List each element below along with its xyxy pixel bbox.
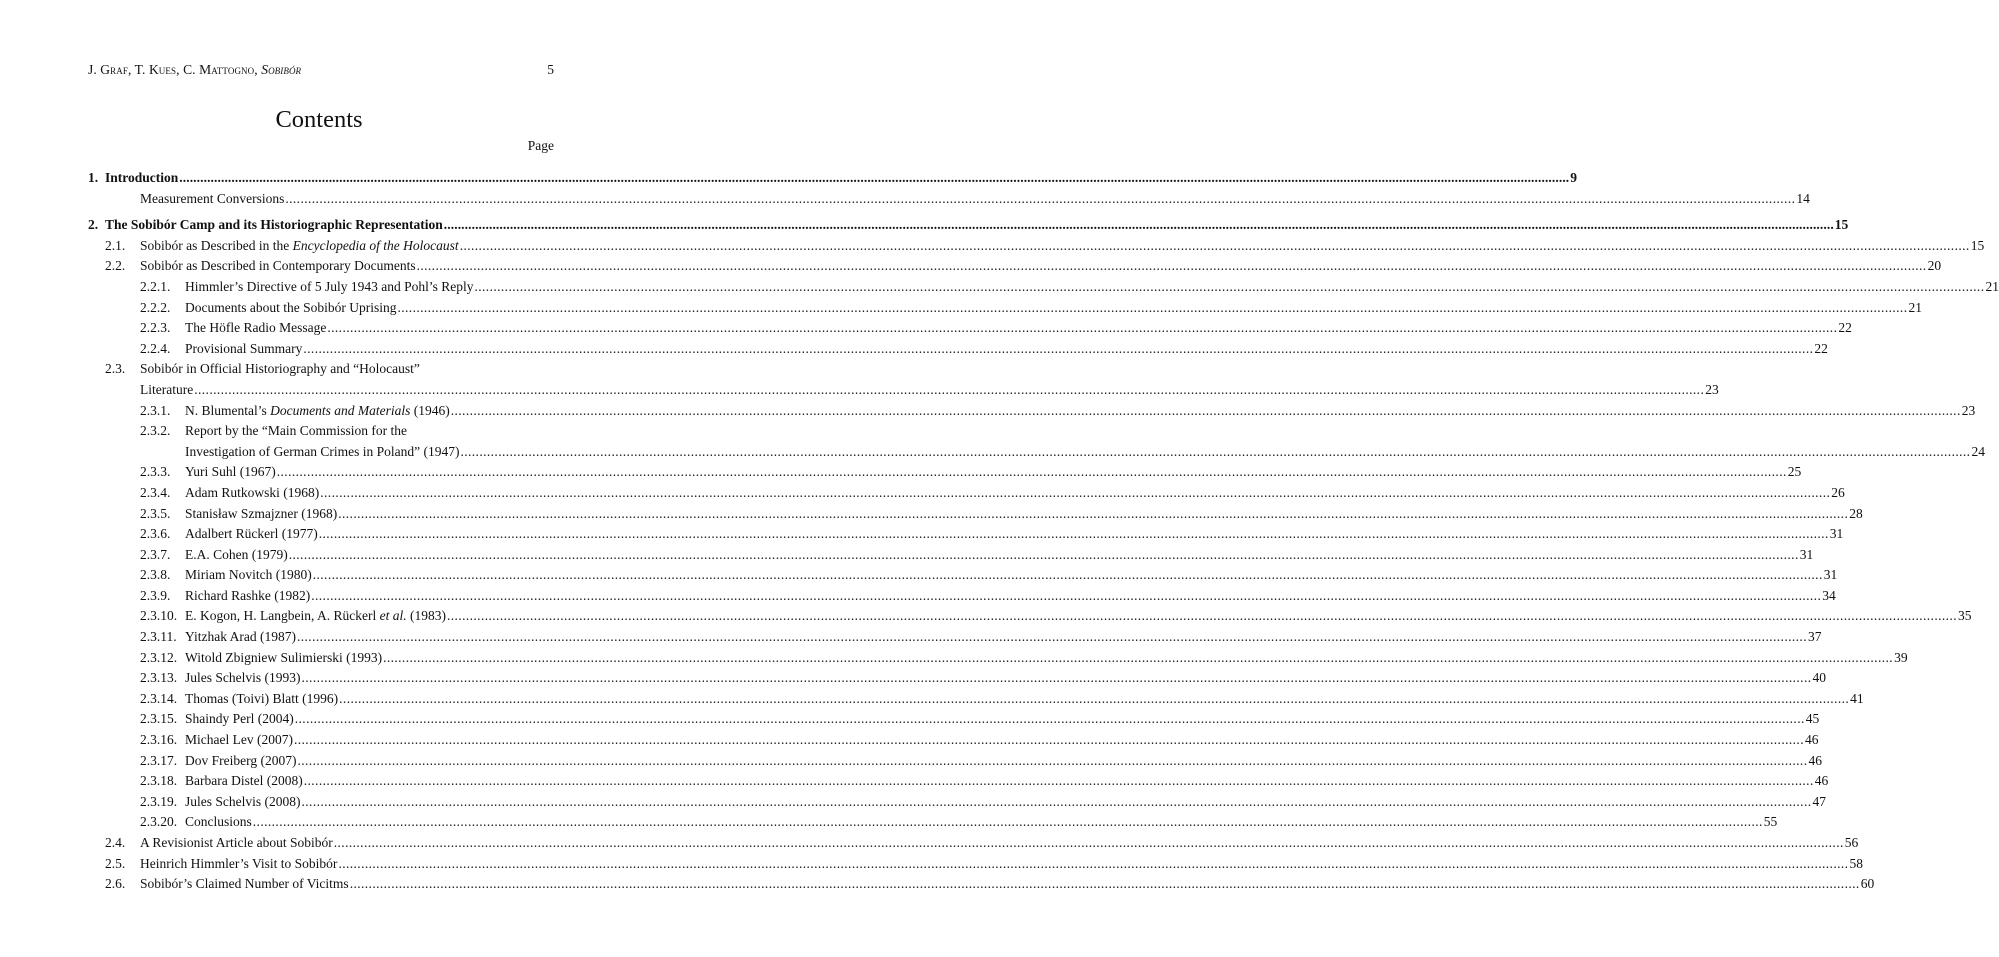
toc-entry-page: 31 — [1799, 546, 1814, 562]
toc-entry-title: The Höfle Radio Message — [185, 320, 327, 336]
toc-entry-title: Michael Lev (2007) — [185, 732, 293, 748]
toc-entry — [88, 833, 1859, 854]
toc-entry — [88, 730, 1819, 751]
toc-dot-leader: ................................................................................................................................................................................................................................................................................................................................................................................................................ — [320, 484, 1831, 500]
toc-dot-leader: ................................................................................................................................................................................................................................................................................................................................................................................................................ — [450, 402, 1961, 418]
toc-entry-title: Sobibór’s Claimed Number of Vicitms — [140, 876, 349, 892]
toc-dot-leader: ................................................................................................................................................................................................................................................................................................................................................................................................................ — [339, 690, 1850, 706]
toc-dot-leader: ................................................................................................................................................................................................................................................................................................................................................................................................................ — [333, 835, 1844, 850]
toc-entry-number: 2.3.20. — [140, 814, 178, 830]
toc-entry-page: 9 — [1570, 170, 1578, 185]
toc-entry-page: 46 — [1808, 752, 1822, 768]
toc-entry-title-continued: Literature — [140, 381, 194, 397]
toc-entry — [88, 812, 1778, 833]
toc-entry-title: Himmler’s Directive of 5 July 1943 and Pohl’s Reply — [185, 278, 474, 294]
toc-entry-title: Jules Schelvis (1993) — [185, 670, 301, 686]
toc-entry-title: Barbara Distel (2008) — [185, 773, 303, 789]
toc-dot-leader: ................................................................................................................................................................................................................................................................................................................................................................................................................ — [318, 526, 1829, 542]
toc-entry — [88, 298, 1922, 319]
toc-entry-title: Yitzhak Arad (1987) — [185, 629, 296, 645]
toc-dot-leader: ................................................................................................................................................................................................................................................................................................................................................................................................................ — [327, 320, 1838, 336]
toc-dot-leader: ................................................................................................................................................................................................................................................................................................................................................................................................................ — [285, 190, 1796, 206]
toc-entry-page: 37 — [1807, 629, 1822, 645]
toc-entry — [88, 168, 1578, 189]
toc-entry-title: E. Kogon, H. Langbein, A. Rückerl et al. (1983) — [185, 608, 446, 624]
toc-entry-page: 21 — [1985, 278, 1999, 294]
toc-dot-leader: ................................................................................................................................................................................................................................................................................................................................................................................................................ — [312, 567, 1823, 583]
toc-entry — [88, 504, 1863, 525]
toc-entry-number: 2.3.6. — [140, 526, 171, 542]
toc-entry — [88, 277, 1999, 298]
toc-entry-page: 22 — [1838, 320, 1852, 336]
toc-entry-page: 20 — [1927, 258, 1942, 274]
toc-entry-page: 56 — [1844, 835, 1859, 850]
toc-dot-leader: ................................................................................................................................................................................................................................................................................................................................................................................................................ — [293, 732, 1804, 748]
toc-entry — [88, 792, 1826, 813]
toc-entry-page: 24 — [1971, 443, 1985, 459]
toc-entry-title: Provisional Summary — [185, 340, 303, 356]
toc-entry-number: 2.2.3. — [140, 320, 171, 336]
toc-entry-number: 2. — [88, 217, 99, 233]
toc-entry-page: 31 — [1823, 567, 1838, 583]
toc-dot-leader: ................................................................................................................................................................................................................................................................................................................................................................................................................ — [194, 381, 1705, 397]
toc-entry-number: 1. — [88, 170, 99, 185]
toc-dot-leader: ................................................................................................................................................................................................................................................................................................................................................................................................................ — [416, 258, 1927, 274]
toc-entry-title: Yuri Suhl (1967) — [185, 464, 276, 480]
toc-entry-title: Witold Zbigniew Sulimierski (1993) — [185, 649, 383, 665]
toc-entry-title: Dov Freiberg (2007) — [185, 752, 297, 768]
toc-entry-title: Documents about the Sobibór Uprising — [185, 299, 397, 315]
toc-entry-title: Thomas (Toivi) Blatt (1996) — [185, 690, 339, 706]
toc-dot-leader: ................................................................................................................................................................................................................................................................................................................................................................................................................ — [303, 340, 1814, 356]
toc-entry-page: 60 — [1860, 876, 1875, 892]
header-page-number: 5 — [547, 62, 554, 77]
toc-entry-number: 2.3.12. — [140, 649, 178, 665]
toc-entry-page: 23 — [1961, 402, 1976, 418]
toc-dot-leader: ................................................................................................................................................................................................................................................................................................................................................................................................................ — [446, 608, 1957, 624]
toc-entry — [88, 545, 1814, 566]
toc-entry-page: 34 — [1822, 587, 1836, 603]
toc-entry-page: 45 — [1805, 711, 1820, 727]
toc-dot-leader: ................................................................................................................................................................................................................................................................................................................................................................................................................ — [301, 670, 1812, 686]
toc-dot-leader: ................................................................................................................................................................................................................................................................................................................................................................................................................ — [294, 711, 1805, 727]
toc-entry — [88, 215, 1849, 236]
toc-dot-leader: ................................................................................................................................................................................................................................................................................................................................................................................................................ — [383, 649, 1894, 665]
toc-dot-leader: ................................................................................................................................................................................................................................................................................................................................................................................................................ — [301, 793, 1812, 809]
toc-entry — [88, 524, 1844, 545]
toc-entry — [88, 462, 1802, 483]
toc-entry-title: Miriam Novitch (1980) — [185, 567, 312, 583]
toc-entry — [88, 606, 1972, 627]
toc-entry-page: 46 — [1814, 773, 1829, 789]
toc-entry — [88, 565, 1838, 586]
toc-dot-leader: ................................................................................................................................................................................................................................................................................................................................................................................................................ — [311, 587, 1822, 603]
toc-dot-leader: ................................................................................................................................................................................................................................................................................................................................................................................................................ — [296, 629, 1807, 645]
header-book-title: Sobibór — [261, 62, 302, 77]
toc-entry — [88, 668, 1826, 689]
page-column-label: Page — [527, 138, 554, 153]
toc-entry — [88, 318, 1852, 339]
toc-entry-number: 2.3.3. — [140, 464, 171, 480]
table-of-contents — [88, 168, 1999, 895]
toc-entry-page: 21 — [1908, 299, 1922, 315]
toc-entry-page: 28 — [1849, 505, 1863, 521]
toc-dot-leader: ................................................................................................................................................................................................................................................................................................................................................................................................................ — [349, 876, 1860, 892]
toc-entry-title: Heinrich Himmler’s Visit to Sobibór — [140, 855, 338, 871]
toc-entry-number: 2.3.13. — [140, 670, 178, 686]
toc-entry-title: Adalbert Rückerl (1977) — [185, 526, 318, 542]
toc-entry — [88, 586, 1836, 607]
toc-entry-page: 39 — [1894, 649, 1908, 665]
toc-entry — [88, 751, 1822, 772]
toc-entry-number: 2.3.4. — [140, 484, 171, 500]
toc-entry-title: N. Blumental’s Documents and Materials (1946) — [185, 402, 450, 418]
toc-entry — [88, 483, 1845, 504]
toc-entry-number: 2.3.16. — [140, 732, 178, 748]
toc-dot-leader: ................................................................................................................................................................................................................................................................................................................................................................................................................ — [288, 546, 1799, 562]
toc-entry-number: 2.2.4. — [140, 340, 171, 356]
toc-entry-number: 2.3.2. — [140, 423, 171, 439]
toc-entry-title: Sobibór as Described in Contemporary Documents — [140, 258, 416, 274]
toc-entry-number: 2.3. — [105, 361, 126, 377]
toc-dot-leader: ................................................................................................................................................................................................................................................................................................................................................................................................................ — [443, 217, 1834, 233]
toc-entry-page: 35 — [1957, 608, 1972, 624]
toc-entry-page: 26 — [1831, 484, 1845, 500]
toc-entry-number: 2.1. — [105, 237, 126, 253]
toc-dot-leader: ................................................................................................................................................................................................................................................................................................................................................................................................................ — [397, 299, 1908, 315]
toc-entry — [88, 401, 1976, 422]
running-header — [88, 62, 554, 78]
toc-dot-leader: ................................................................................................................................................................................................................................................................................................................................................................................................................ — [276, 464, 1787, 480]
toc-entry — [88, 709, 1820, 730]
toc-dot-leader: ................................................................................................................................................................................................................................................................................................................................................................................................................ — [252, 814, 1763, 830]
toc-dot-leader: ................................................................................................................................................................................................................................................................................................................................................................................................................ — [460, 443, 1971, 459]
toc-entry-page: 15 — [1970, 237, 1985, 253]
toc-entry — [88, 359, 1719, 400]
toc-entry-number: 2.2. — [105, 258, 126, 274]
toc-entry — [88, 189, 1810, 210]
toc-entry-page: 55 — [1763, 814, 1778, 830]
toc-entry-title: Adam Rutkowski (1968) — [185, 484, 320, 500]
toc-entry — [88, 648, 1908, 669]
toc-entry-page: 31 — [1829, 526, 1844, 542]
toc-entry-title: Introduction — [105, 170, 179, 185]
toc-entry-title: E.A. Cohen (1979) — [185, 546, 288, 562]
toc-entry-page: 14 — [1796, 190, 1810, 206]
toc-dot-leader: ................................................................................................................................................................................................................................................................................................................................................................................................................ — [459, 237, 1970, 253]
toc-entry-title: Sobibór as Described in the Encyclopedia of the Holocaust — [140, 237, 459, 253]
toc-dot-leader: ................................................................................................................................................................................................................................................................................................................................................................................................................ — [338, 855, 1849, 871]
toc-entry-title: Stanisław Szmajzner (1968) — [185, 505, 338, 521]
toc-entry-number: 2.3.18. — [140, 773, 178, 789]
toc-entry-title: Jules Schelvis (2008) — [185, 793, 301, 809]
toc-entry-number: 2.3.15. — [140, 711, 178, 727]
toc-entry — [88, 771, 1829, 792]
toc-entry-number: 2.2.1. — [140, 278, 171, 294]
toc-entry — [88, 339, 1828, 360]
toc-entry-number: 2.3.9. — [140, 587, 171, 603]
toc-entry-number: 2.3.11. — [140, 629, 177, 645]
toc-dot-leader: ................................................................................................................................................................................................................................................................................................................................................................................................................ — [303, 773, 1814, 789]
toc-entry-number: 2.6. — [105, 876, 126, 892]
toc-entry-page: 15 — [1834, 217, 1849, 233]
toc-entry-number: 2.3.19. — [140, 793, 178, 809]
toc-entry-page: 41 — [1850, 690, 1864, 706]
toc-entry-number: 2.3.10. — [140, 608, 178, 624]
toc-entry-number: 2.3.17. — [140, 752, 178, 768]
toc-entry-title: A Revisionist Article about Sobibór — [140, 835, 333, 850]
toc-entry-title: Shaindy Perl (2004) — [185, 711, 294, 727]
toc-entry-title: Report by the “Main Commission for the — [185, 423, 407, 439]
toc-entry-page: 47 — [1812, 793, 1826, 809]
toc-dot-leader: ................................................................................................................................................................................................................................................................................................................................................................................................................ — [338, 505, 1849, 521]
toc-entry-number: 2.3.5. — [140, 505, 171, 521]
toc-entry-number: 2.4. — [105, 835, 126, 850]
toc-entry-number: 2.2.2. — [140, 299, 171, 315]
toc-entry — [88, 854, 1863, 875]
toc-entry-title: Conclusions — [185, 814, 252, 830]
toc-entry-title: Measurement Conversions — [140, 190, 285, 206]
toc-entry-title: Richard Rashke (1982) — [185, 587, 311, 603]
toc-entry-number: 2.3.14. — [140, 690, 178, 706]
toc-dot-leader: ................................................................................................................................................................................................................................................................................................................................................................................................................ — [179, 170, 1570, 185]
toc-dot-leader: ................................................................................................................................................................................................................................................................................................................................................................................................................ — [297, 752, 1808, 768]
toc-entry-title: The Sobibór Camp and its Historiographic Representation — [105, 217, 443, 233]
toc-entry-page: 23 — [1705, 381, 1719, 397]
toc-entry-title: Sobibór in Official Historiography and “Holocaust” — [140, 361, 420, 377]
page-title: Contents — [275, 106, 363, 133]
toc-dot-leader: ................................................................................................................................................................................................................................................................................................................................................................................................................ — [474, 278, 1985, 294]
toc-entry-number: 2.3.1. — [140, 402, 171, 418]
toc-entry-page: 46 — [1804, 732, 1819, 748]
toc-entry-number: 2.3.8. — [140, 567, 171, 583]
toc-entry-number: 2.5. — [105, 855, 126, 871]
toc-entry — [88, 236, 1985, 257]
toc-entry-page: 25 — [1787, 464, 1802, 480]
toc-entry-page: 22 — [1814, 340, 1828, 356]
toc-entry-number: 2.3.7. — [140, 546, 171, 562]
toc-entry — [88, 689, 1864, 710]
toc-entry-page: 58 — [1849, 855, 1863, 871]
toc-entry — [88, 627, 1822, 648]
toc-entry-page: 40 — [1812, 670, 1826, 686]
header-authors: J. Graf, T. Kues, C. Mattogno, Sobibór — [88, 62, 302, 77]
toc-entry-title-continued: Investigation of German Crimes in Poland” (1947) — [185, 443, 460, 459]
toc-entry — [88, 256, 1942, 277]
toc-entry — [88, 421, 1985, 462]
toc-entry — [88, 874, 1875, 895]
